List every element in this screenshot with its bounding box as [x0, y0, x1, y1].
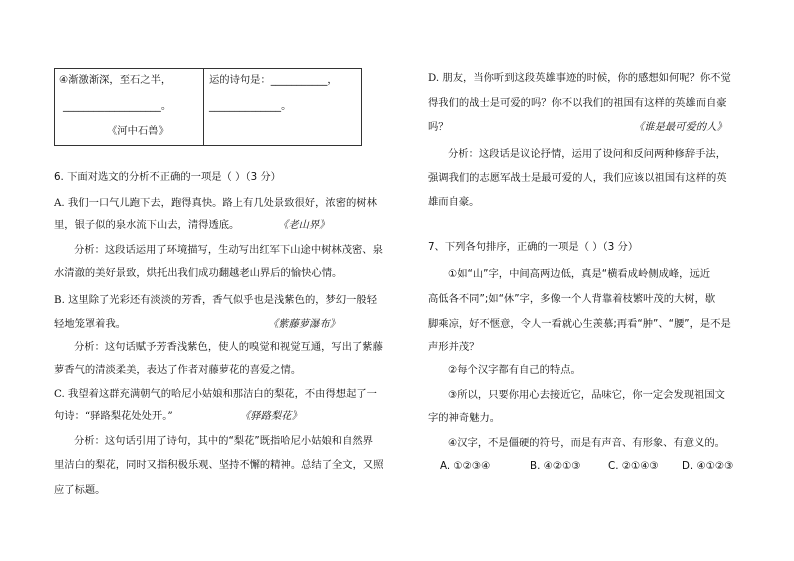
q6-option-d-line2: 得我们的战士是可爱的吗？你不以我们的祖国有这样的英雄而自豪 [428, 97, 727, 109]
table-cell-left-source: 《河中石兽》 [107, 125, 169, 137]
q7-sentence3-line2: 字的神奇魅力。 [428, 412, 501, 424]
table-cell-right-line1: 运的诗句是：___________， [209, 74, 338, 86]
q6-option-d-source: 《谁是最可爱的人》 [634, 121, 727, 133]
q6-option-b-analysis-line2: 萝香气的清淡柔美，表达了作者对藤萝花的喜爱之情。 [54, 364, 302, 376]
q7-option-d: D. ④①②③ [682, 460, 734, 472]
q6-option-a-line2: 里，银子似的泉水流下山去，清得透底。 [54, 219, 240, 231]
q7-option-c: C. ②①④③ [608, 460, 659, 472]
q6-option-d-line3: 吗？ [428, 121, 449, 133]
table-divider [203, 69, 204, 145]
q6-option-c-analysis-line3: 应了标题。 [54, 484, 106, 496]
q6-stem: 6. 下面对选文的分析不正确的一项是（ ）（3 分） [54, 171, 281, 183]
q7-option-a: A. ①②③④ [440, 460, 491, 472]
q7-option-b: B. ④②①③ [530, 460, 581, 472]
q7-sentence1-line2: 高低各不同”;如“休”字，多像一个人背靠着枝繁叶茂的大树，歇 [428, 293, 716, 305]
table-cell-right-line2: ______________。 [209, 100, 292, 112]
q6-option-a-source: 《老山界》 [278, 219, 330, 231]
q6-option-c-source: 《驿路梨花》 [240, 410, 302, 422]
q6-option-b-line2: 轻地笼罩着我。 [54, 318, 127, 330]
q6-option-c-analysis-line1: 分析：这句话引用了诗句，其中的“梨花”既指哈尼小姑娘和自然界 [74, 435, 373, 447]
q7-sentence3-line1: ③所以，只要你用心去接近它，品味它，你一定会发现祖国文 [448, 389, 725, 401]
answer-table [54, 68, 362, 146]
q6-option-d-line1: D. 朋友，当你听到这段英雄事迹的时候，你的感想如何呢？你不觉 [428, 72, 731, 84]
q6-option-a-line1: A. 我们一口气儿跑下去，跑得真快。路上有几处景致很好，浓密的树林 [54, 197, 377, 209]
table-cell-left-line2: ___________________。 [63, 100, 172, 112]
table-cell-left-line1: ④渐激渐深，至石之半， [59, 74, 172, 86]
q7-stem: 7、下列各句排序，正确的一项是（ ）（3 分） [428, 241, 639, 253]
q6-option-d-analysis-line3: 雄而自豪。 [428, 196, 480, 208]
q7-sentence4: ④汉字，不是僵硬的符号，而是有声音、有形象、有意义的。 [448, 437, 725, 449]
q6-option-d-analysis-line1: 分析：这段话是议论抒情，运用了设问和反问两种修辞手法， [448, 148, 727, 160]
q6-option-b-line1: B. 这里除了光彩还有淡淡的芳香，香气似乎也是浅紫色的，梦幻一般轻 [54, 294, 378, 306]
q6-option-a-analysis-line2: 水清澈的美好景致，烘托出我们成功翻越老山界后的愉快心情。 [54, 267, 343, 279]
q7-sentence1-line1: ①如“山”字，中间高两边低，真是“横看成岭侧成峰，远近 [448, 268, 711, 280]
q7-sentence1-line3: 脚乘凉，好不惬意，令人一看就心生羡慕;再看“肿”、“腰”，是不是 [428, 318, 731, 330]
q6-option-c-line1: C. 我望着这群充满朝气的哈尼小姑娘和那洁白的梨花，不由得想起了一 [54, 388, 377, 400]
q6-option-b-analysis-line1: 分析：这句话赋予芳香浅紫色，使人的嗅觉和视觉互通，写出了紫藤 [74, 341, 383, 353]
q7-sentence2: ②每个汉字都有自己的特点。 [448, 364, 581, 376]
q6-option-d-analysis-line2: 强调我们的志愿军战士是最可爱的人，我们应该以祖国有这样的英 [428, 172, 727, 184]
q6-option-c-line2: 句诗：“驿路梨花处处开。” [54, 410, 173, 422]
q6-option-a-analysis-line1: 分析：这段话运用了环境描写，生动写出红军下山途中树林茂密、泉 [74, 244, 383, 256]
q6-option-b-source: 《紫藤萝瀑布》 [268, 318, 341, 330]
q6-option-c-analysis-line2: 里洁白的梨花，同时又指积极乐观、坚持不懈的精神。总结了全文，又照 [54, 459, 384, 471]
q7-sentence1-line4: 声形并茂？ [428, 341, 480, 353]
